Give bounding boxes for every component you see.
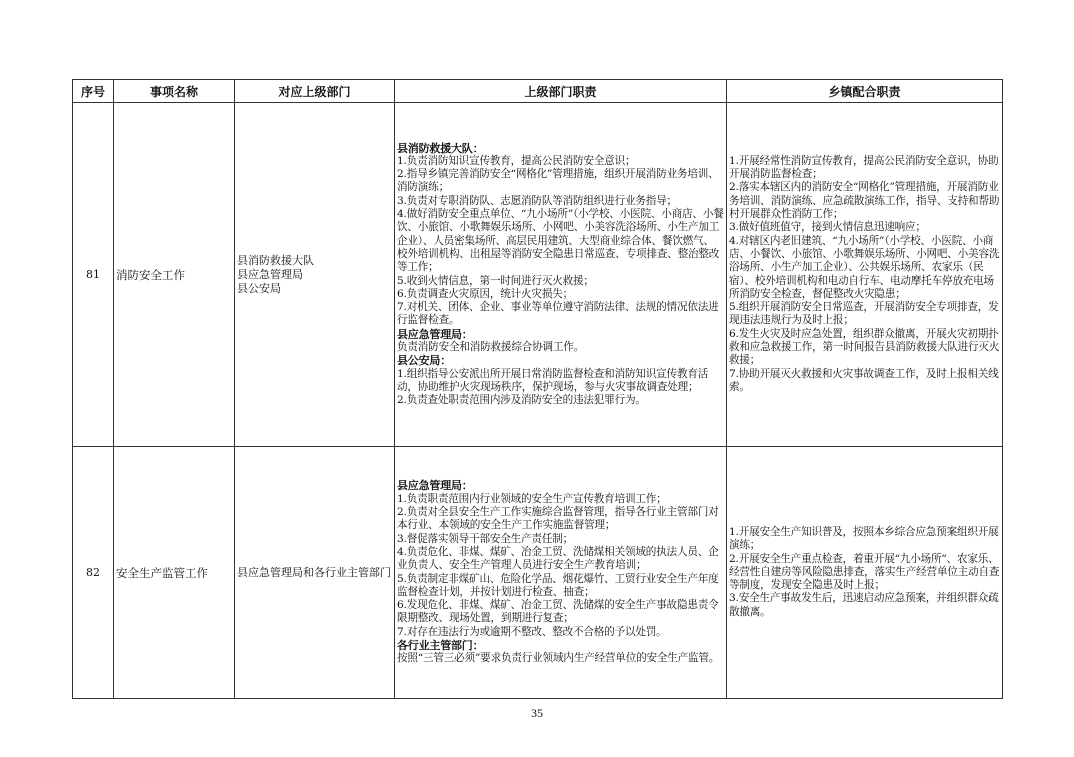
duty-item: 7.对机关、团体、企业、事业等单位遵守消防法律、法规的情况依法进行监督检查。 xyxy=(397,301,719,327)
duty-item: 2.落实本辖区内的消防安全“网格化”管理措施，开展消防业务培训、消防演练、应急疏散演练工作，指导、支持和帮助村开展群众性消防工作； xyxy=(729,181,1000,221)
duty-item: 4.做好消防安全重点单位、“九小场所”（小学校、小医院、小商店、小餐饮、小旅馆、小歌舞娱乐场所、小网吧、小美容洗浴场所、小生产加工企业）、人员密集场所、高层民用建筑、大型商业综合体、餐饮燃气、校外培训机构、出租屋等消防安全隐患日常巡查、专项排查、整治整改等工作； xyxy=(397,208,724,274)
header-township-duties: 乡镇配合职责 xyxy=(727,80,1003,103)
duty-item: 2.开展安全生产重点检查，着重开展“九小场所”、农家乐、经营性自建房等风险隐患排查，落实生产经营单位主动自查等制度，发现安全隐患及时上报； xyxy=(729,552,1000,592)
cell-no: 81 xyxy=(73,103,114,447)
table-header-row xyxy=(73,80,1003,103)
cell-superior-dept xyxy=(235,447,395,699)
header-superior-duties: 上级部门职责 xyxy=(395,80,727,103)
page-number: 35 xyxy=(531,706,543,720)
cell-township-duties xyxy=(727,103,1003,447)
cell-no: 82 xyxy=(73,447,114,699)
cell-item-name: 消防安全工作 xyxy=(114,103,235,447)
duty-item: 1.开展经常性消防宣传教育，提高公民消防安全意识，协助开展消防监督检查； xyxy=(729,154,999,181)
duty-item: 2.负责对全县安全生产工作实施综合监督管理，指导各行业主管部门对本行业、本领域的安全生产工作实施监督管理； xyxy=(397,506,719,532)
section-heading: 各行业主管部门： xyxy=(397,638,484,652)
section-heading: 县公安局： xyxy=(397,354,451,368)
dept-name: 县应急管理局 xyxy=(237,267,303,281)
dept-name: 县应急管理局和各行业主管部门 xyxy=(237,565,391,579)
duty-item: 6.发现危化、非煤、煤矿、冶金工贸、洗储煤的安全生产事故隐患责令限期整改、现场处置，到期进行复查； xyxy=(397,599,719,625)
duty-item: 按照“三管三必须”要求负责行业领域内生产经营单位的安全生产监管。 xyxy=(397,652,720,665)
cell-superior-duties xyxy=(395,447,727,699)
duty-item: 2.负责查处职责范围内涉及消防安全的违法犯罪行为。 xyxy=(397,394,646,407)
duty-item: 2.指导乡镇完善消防安全“网格化”管理措施，组织开展消防业务培训、消防演练； xyxy=(397,168,719,194)
cell-superior-dept xyxy=(235,103,395,447)
header-superior-dept: 对应上级部门 xyxy=(235,80,395,103)
duty-item: 6.发生火灾及时应急处置，组织群众撤离，开展火灾初期扑救和应急救援工作，第一时间报告县消防救援大队进行灭火救援； xyxy=(729,327,1000,367)
duty-item: 7.协助开展灭火救援和火灾事故调查工作，及时上报相关线索。 xyxy=(729,367,999,393)
duty-item: 7.对存在违法行为或逾期不整改、整改不合格的予以处罚。 xyxy=(397,625,667,638)
section-heading: 县消防救援大队： xyxy=(397,141,484,155)
duty-item: 负责消防安全和消防救援综合协调工作。 xyxy=(397,340,585,353)
duty-item: 3.做好值班值守，接到火情信息迅速响应； xyxy=(729,221,926,234)
header-item-name: 事项名称 xyxy=(114,80,235,103)
duty-item: 3.负责对专职消防队、志愿消防队等消防组织进行业务指导； xyxy=(397,194,677,207)
duty-item: 1.负责消防知识宣传教育，提高公民消防安全意识； xyxy=(397,154,636,167)
section-heading: 县应急管理局： xyxy=(397,327,473,341)
table-row xyxy=(73,447,1003,699)
duty-item: 5.组织开展消防安全日常巡查，开展消防安全专项排查，发现违法违规行为及时上报； xyxy=(729,301,999,327)
table-row xyxy=(73,103,1003,447)
cell-item-name: 安全生产监管工作 xyxy=(114,447,235,699)
duty-item: 1.组织指导公安派出所开展日常消防监督检查和消防知识宣传教育活动，协助维护火灾现场秩序，保护现场，参与火灾事故调查处理； xyxy=(397,367,709,393)
dept-name: 县消防救援大队 xyxy=(237,253,314,267)
header-no: 序号 xyxy=(73,80,114,103)
cell-superior-duties xyxy=(395,103,727,447)
duty-item: 4.负责危化、非煤、煤矿、冶金工贸、洗储煤相关领域的执法人员、企业负责人、安全生产管理人员进行安全生产教育培训； xyxy=(397,545,719,572)
duty-item: 1.开展安全生产知识普及，按照本乡综合应急预案组织开展演练； xyxy=(729,525,999,552)
dept-name: 县公安局 xyxy=(237,281,281,295)
duty-item: 5.收到火情信息，第一时间进行灭火救援； xyxy=(397,274,594,287)
duty-item: 5.负责制定非煤矿山、危险化学品、烟花爆竹、工贸行业安全生产年度监督检查计划，并按计划进行检查、抽查； xyxy=(397,572,719,598)
duty-item: 1.负责职责范围内行业领域的安全生产宣传教育培训工作； xyxy=(397,492,667,505)
cell-township-duties xyxy=(727,447,1003,699)
duty-table xyxy=(72,79,1003,699)
duty-item: 3.安全生产事故发生后，迅速启动应急预案，并组织群众疏散撤离。 xyxy=(729,592,999,618)
duty-item: 3.督促落实领导干部安全生产责任制； xyxy=(397,532,574,545)
section-heading: 县应急管理局： xyxy=(397,479,473,493)
duty-item: 4.对辖区内老旧建筑、“九小场所”（小学校、小医院、小商店、小餐饮、小旅馆、小歌舞娱乐场所、小网吧、小美容洗浴场所、小生产加工企业）、公共娱乐场所、农家乐（民宿）、校外培训机构和电动自行车、电动摩托车停放充电场所消防安全检查，督促整改火灾隐患； xyxy=(729,234,1000,300)
duty-item: 6.负责调查火灾原因，统计火灾损失； xyxy=(397,287,574,300)
